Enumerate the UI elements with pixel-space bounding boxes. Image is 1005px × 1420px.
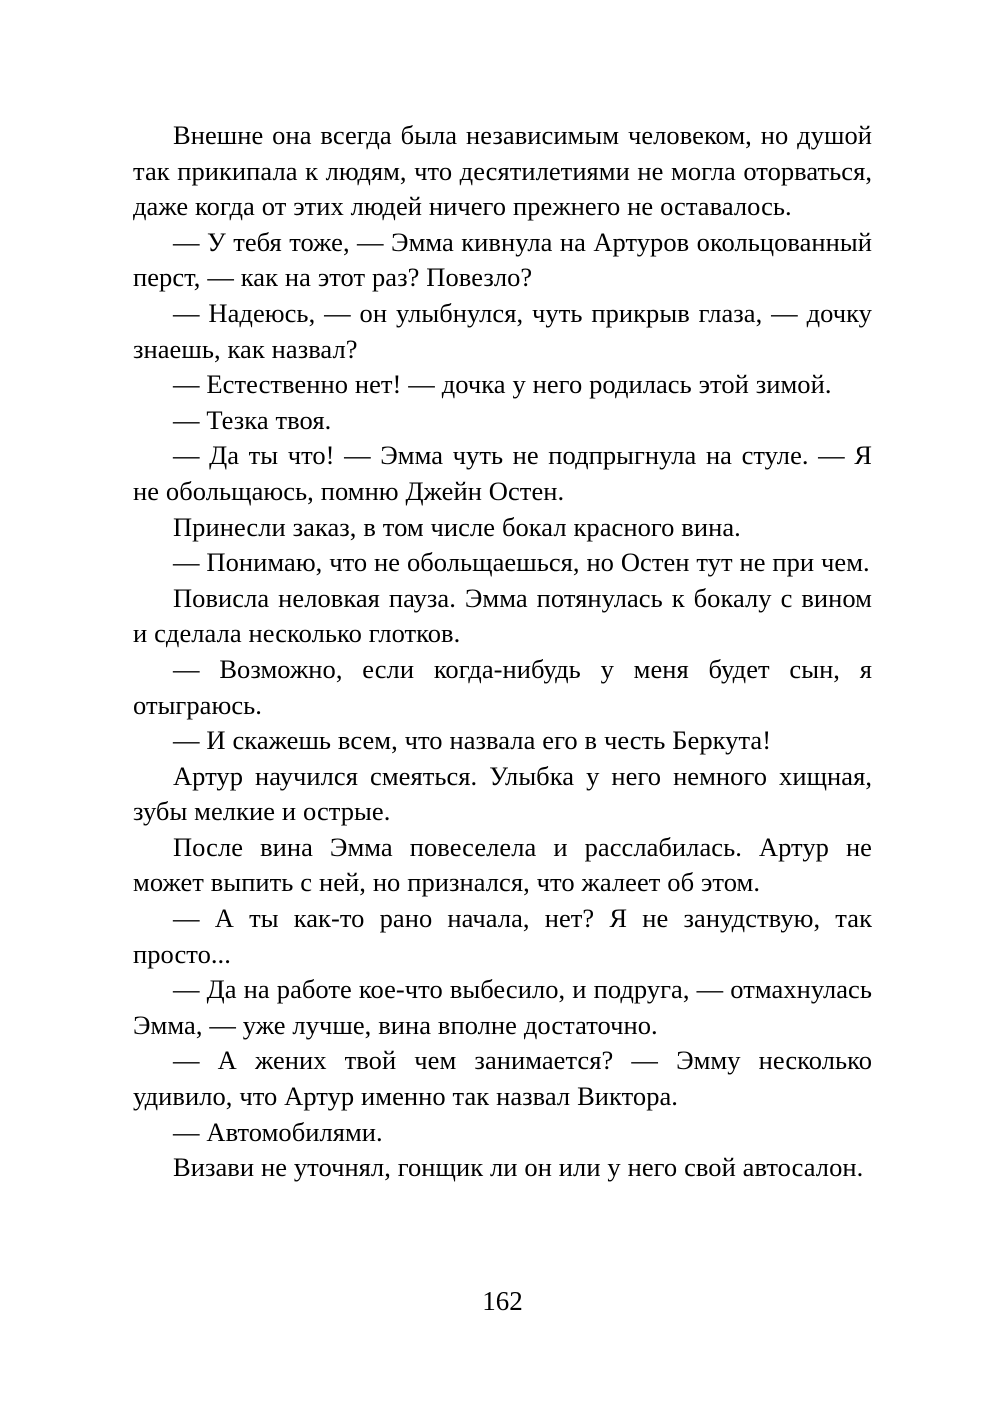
paragraph: — Естественно нет! — дочка у него родилась этой зимой. (173, 369, 832, 400)
paragraph: Визави не уточнял, гонщик ли он или у него свой автосалон. (173, 1152, 864, 1183)
paragraph: После вина Эмма повеселела и расслабилась. Артур не может выпить с ней, но признался, что жалеет об этом. (133, 831, 872, 898)
paragraph: Артур научился смеяться. Улыбка у него немного хищная, зубы мелкие и острые. (133, 760, 872, 827)
paragraph: — Да ты что! — Эмма чуть не подпрыгнула на стуле. — Я не обольщаюсь, помню Джейн Остен. (133, 440, 872, 506)
paragraph: — Автомобилями. (173, 1116, 383, 1147)
paragraph: — И скажешь всем, что назвала его в честь Беркута! (173, 725, 772, 756)
paragraph: — А жених твой чем занимается? — Эмму несколько удивило, что Артур именно так назвал Виктора. (133, 1045, 872, 1112)
paragraph: Принесли заказ, в том числе бокал красного вина. (173, 511, 741, 542)
paragraph: Повисла неловкая пауза. Эмма потянулась к бокалу с вином и сделала несколько глотков. (133, 582, 872, 649)
paragraph: — Да на работе кое-что выбесило, и подруга, — отмахнулась Эмма, — уже лучше, вина вполне достаточно. (133, 974, 872, 1040)
page-number: 162 (482, 1286, 523, 1316)
paragraph: — Надеюсь, — он улыбнулся, чуть прикрыв глаза, — дочку знаешь, как назвал? (133, 297, 872, 364)
paragraph: — Тезка твоя. (173, 404, 332, 435)
paragraph: — Понимаю, что не обольщаешься, но Остен тут не при чем. (173, 547, 870, 578)
body-text-column (133, 118, 872, 1186)
paragraph: — Возможно, если когда-нибудь у меня будет сын, я отыграюсь. (133, 653, 872, 720)
paragraph: Внешне она всегда была независимым человеком, но душой так прикипала к людям, что десятилетиями не могла оторваться, даже когда от этих людей ничего прежнего не оставалось. (133, 120, 872, 222)
paragraph: — А ты как-то рано начала, нет? Я не занудствую, так просто... (133, 903, 872, 969)
paragraph: — У тебя тоже, — Эмма кивнула на Артуров окольцованный перст, — как на этот раз? Повезло? (133, 226, 872, 293)
